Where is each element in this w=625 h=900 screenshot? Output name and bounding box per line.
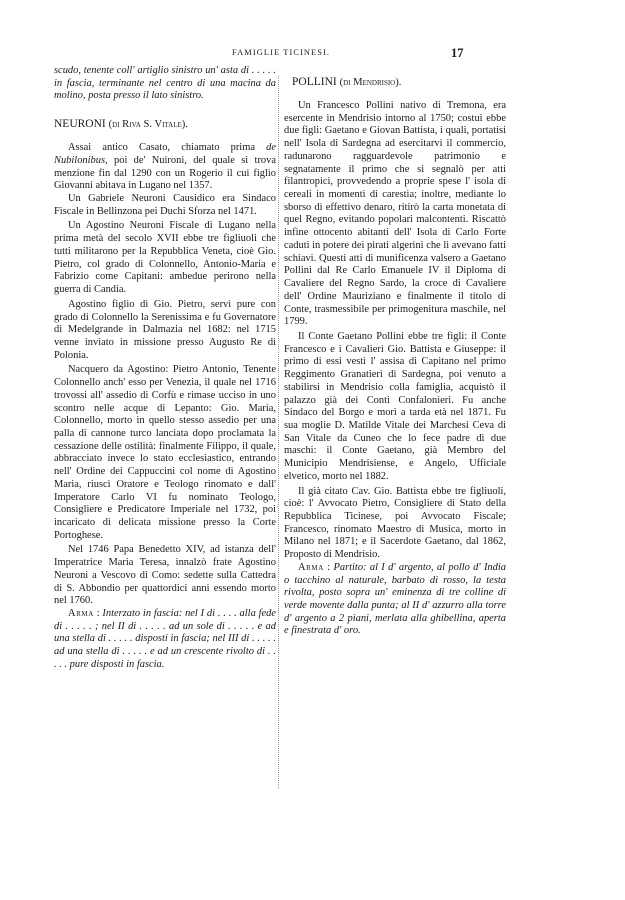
left-column [54,65,276,672]
running-header [0,46,625,62]
paragraph: Un Gabriele Neuroni Causidico era Sindaco Fiscale in Bellinzona pei Duchi Sforza nel 1471. [54,193,276,217]
section-heading-pollini [284,75,506,90]
family-origin: (di Mendrisio). [339,77,402,88]
page-number: 17 [451,46,464,60]
paragraph: Un Agostino Neuroni Fiscale di Lugano nella prima metà del secolo XVII ebbe tre figliuoli che tutti militarono per la Repubblica Veneta, cioè Gio. Pietro, col grado di Colonnello, Antonio-Maria e Fabrizio come Capitani: ambedue perirono nella guerra di Candia. [54,220,276,296]
family-origin: (di Riva S. Vitale). [108,119,188,131]
paragraph [54,142,276,193]
paragraph: Agostino figlio di Gio. Pietro, servì pure con grado di Colonnello la Serenissima e fu Governatore di Medelgrande in Dalmazia nel 1682: nel 1715 venne inviato in missione presso Augusto Re di Polonia. [54,298,276,361]
latin-name: de Nubilonibus [54,142,276,166]
paragraph: Nacquero da Agostino: Pietro Antonio, Tenente Colonnello anch' esso per Venezia, il quale nel 1716 trovossi all' assedio di Corfù e rimase ucciso in uno scontro nelle acque di Lepanto: Gio. Maria, Colonnello, morto in quello stesso assedio per una palla di cannone turco lanciata dopo proclamata la cessazione delle ostilità: finalmente Filippo, il quale, abbracciato invece lo stato ecclesiastico, entrando nell' Ordine dei Cappuccini col nome di Agostino Maria, riuscì Oratore e Teologo rinomato e dall' Imperatore Carlo VI fu nominato Teologo, Consigliere e Predicatore Imperiale nel 1732, poi incaricato di delicata missione presso la Corte Portoghese. [54,364,276,541]
arms-label: Arma [298,561,324,573]
paragraph: Un Francesco Pollini nativo di Tremona, era esercente in Mendrisio intorno al 1750; costui ebbe due figli: Gaetano e Giovan Battista, i quali, portatisi nell' Isola di Sardegna ad esercitarvi il commercio, radunarono ragguardevole patrimonio e segnatamente il primo che si segnalò per atti filantropici, provvedendo a proprie spese l' isola di cereali in momenti di carestia; inoltre, mediante lo sborso di effettivo denaro, ritirò la carta monetata di quel Regno, evitando popolari malcontenti. Riscattò infine ottocento abitanti dell' Isola di Carlo Forte caduti in potere dei pirati algerini che li avevano fatti schiavi. Questi atti di munificenza valsero a Gaetano Pollini dal Re Carlo Emanuele IV il Diploma di Cavaliere del Regno Sardo, la croce di Cavaliere dell' Ordine Mauriziano e finalmente il titolo di Conte, trasmessibile per primogenitura maschile, nel 1799. [284,100,506,328]
family-name: NEURONI [54,118,106,131]
paragraph: Nel 1746 Papa Benedetto XIV, ad istanza dell' Imperatrice Maria Teresa, innalzò frate Agostino Neuroni a Vescovo di Como: sedette sulla Cattedra di S. Abbondio per quattordici anni essendo morto nel 1760. [54,544,276,607]
paragraph-text: , poi de' Nuironi, del quale si trova menzione fin dal 1290 con un Rogerio il cui figlio Giovanni abitava in Lugano nel 1357. [54,154,276,192]
paragraph-text: Assai antico Casato, chiamato prima [68,142,267,154]
continuation-paragraph: scudo, tenente coll' artiglio sinistro un' asta di . . . . . in fascia, terminante nel centro di una macina da molino, posta presso il lato sinistro. [54,65,276,102]
arms-text: Partito: al I d' argento, al pollo d' India o tacchino al naturale, barbato di rosso, la testa rivolta, posto sopra un' eminenza di tre colline di verde movente dalla punta; al II d' azzurro alla torre d' argento a 2 piani, merlata alla ghibellina, aperta e finestrata d' oro. [284,561,506,637]
section-heading-neuroni [54,117,276,132]
family-name: POLLINI [292,76,337,88]
arms-paragraph: Arma : Interzato in fascia: nel I di . . . . alla fede di . . . . . ; nel II di . . . . . ad un sole di . . . . . e ad una stella di . . . . . disposti in fascia; nel III di . . . . . ad una stella di . . . . . e ad un crescente rivolto di . . . . . pure disposti in fascia. [54,608,276,670]
arms-paragraph: Arma : Partito: al I d' argento, al pollo d' India o tacchino al naturale, barbato di rosso, la testa rivolta, posto sopra un' eminenza di tre colline di verde movente dalla punta; al II d' azzurro alla torre d' argento a 2 piani, merlata alla ghibellina, aperta e finestrata d' oro. [284,561,506,637]
column-divider [278,76,279,789]
paragraph: Il Conte Gaetano Pollini ebbe tre figli: il Conte Francesco e i Cavalieri Gio. Battista e Giuseppe: il primo di essi vestì l' assisa di Capitano nel primo Reggimento Granatieri di Sardegna, poi venuto a stabilirsi in Mendrisio colla famiglia, acquistò il palazzo già dei Conti Confalonieri. Fu anche Sindaco del Borgo e morì a tarda età nel 1871. Fu sua moglie D. Matilde Vitale dei Marchesi Ceva di San Vitale da Cuneo che lo fece padre di due maschi: il Conte Gaetano, già Membro del Municipio Mendrisiense, e Angelo, Ufficiale elvetico, morto nel 1882. [284,330,506,482]
running-title: FAMIGLIE TICINESI. [232,48,331,57]
arms-text: Interzato in fascia: nel I di . . . . alla fede di . . . . . ; nel II di . . . . . ad un sole di . . . . . e ad una stella di . . . . . disposti in fascia; nel III di . . . . . ad una stella di . . . . . e ad un crescente rivolto di . . . . . pure disposti in fascia. [54,608,276,670]
paragraph: Il già citato Cav. Gio. Battista ebbe tre figliuoli, cioè: l' Avvocato Pietro, Consigliere di Stato della Repubblica Ticinese, poi Avvocato Fiscale; Francesco, rinomato Maestro di Musica, morto in Milano nel 1871; e il Sacerdote Gaetano, dal 1862, Proposto di Mendrisio. [284,485,506,561]
arms-label: Arma [68,608,94,620]
right-column [284,65,506,638]
